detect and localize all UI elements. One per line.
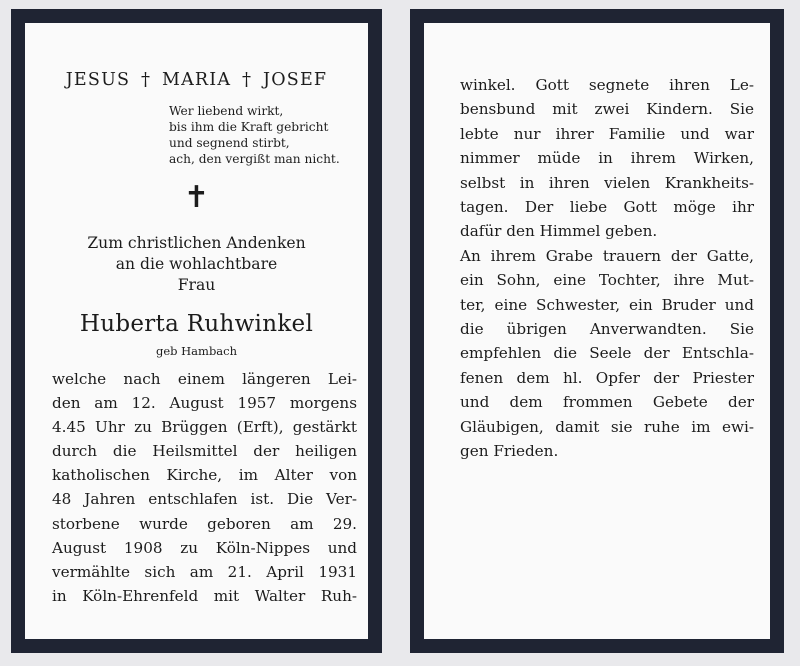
text-line: selbst in ihren vielen Krankheits- [460,173,754,192]
poem-line: und segnend stirbt, [169,136,290,150]
text-line: 4.45 Uhr zu Brüggen (Erft), gestärkt [52,418,357,437]
text-line: Gläubigen, damit sie ruhe im ewi- [460,417,754,436]
right-memorial-card [410,9,784,653]
text-line: gen Frieden. [460,442,559,461]
cross-icon: ✝ [183,180,210,215]
text-line: welche nach einem längeren Lei- [52,370,357,388]
small-cross-icon: † [141,69,152,90]
small-cross-icon: † [242,69,253,90]
intro-line: Zum christlichen Andenken [87,234,306,252]
intro-text [25,233,368,296]
text-line: nimmer müde in ihrem Wirken, [460,149,754,168]
text-line: ein Sohn, eine Tochter, ihre Mut- [460,271,754,290]
text-line: vermählte sich am 21. April 1931 [52,562,357,581]
text-line: katholischen Kirche, im Alter von [52,466,357,485]
text-line: dafür den Himmel geben. [460,222,658,241]
text-line: empfehlen die Seele der Entschla- [460,344,754,363]
intro-line: an die wohlachtbare [115,255,278,273]
text-line: in Köln-Ehrenfeld mit Walter Ruh- [52,586,357,605]
intro-line: Frau [177,276,216,294]
poem-line: Wer liebend wirkt, [169,104,284,118]
poem-line: bis ihm die Kraft gebricht [169,120,329,134]
text-line: August 1908 zu Köln-Nippes und [52,538,357,557]
left-card-paper [25,23,368,639]
right-card-paper [424,23,770,639]
poem [169,103,340,167]
text-line: winkel. Gott segnete ihren Le- [460,76,754,94]
text-line: storbene wurde geboren am 29. [52,514,357,533]
deceased-name: Huberta Ruhwinkel [79,311,314,337]
left-memorial-card [11,9,382,653]
left-body-text [52,367,357,608]
text-line: An ihrem Grabe trauern der Gatte, [460,246,754,265]
right-body-text [460,73,754,464]
text-line: bensbund mit zwei Kindern. Sie [460,100,754,119]
card-heading [25,69,368,90]
text-line: 48 Jahren entschlafen ist. Die Ver- [52,490,357,509]
heading-maria: MARIA [161,70,232,90]
maiden-name: geb Hambach [155,344,238,358]
heading-jesus: JESUS [65,70,131,90]
heading-josef: JOSEF [263,70,328,90]
text-line: den am 12. August 1957 morgens [52,394,357,413]
text-line: durch die Heilsmittel der heiligen [52,442,357,461]
text-line: fenen dem hl. Opfer der Priester [460,368,754,387]
poem-line: ach, den vergißt man nicht. [169,152,340,166]
text-line: die übrigen Anverwandten. Sie [460,320,754,339]
text-line: und dem frommen Gebete der [460,393,754,412]
text-line: ter, eine Schwester, ein Bruder und [460,295,754,314]
text-line: tagen. Der liebe Gott möge ihr [460,198,754,217]
text-line: lebte nur ihrer Familie und war [460,124,754,143]
